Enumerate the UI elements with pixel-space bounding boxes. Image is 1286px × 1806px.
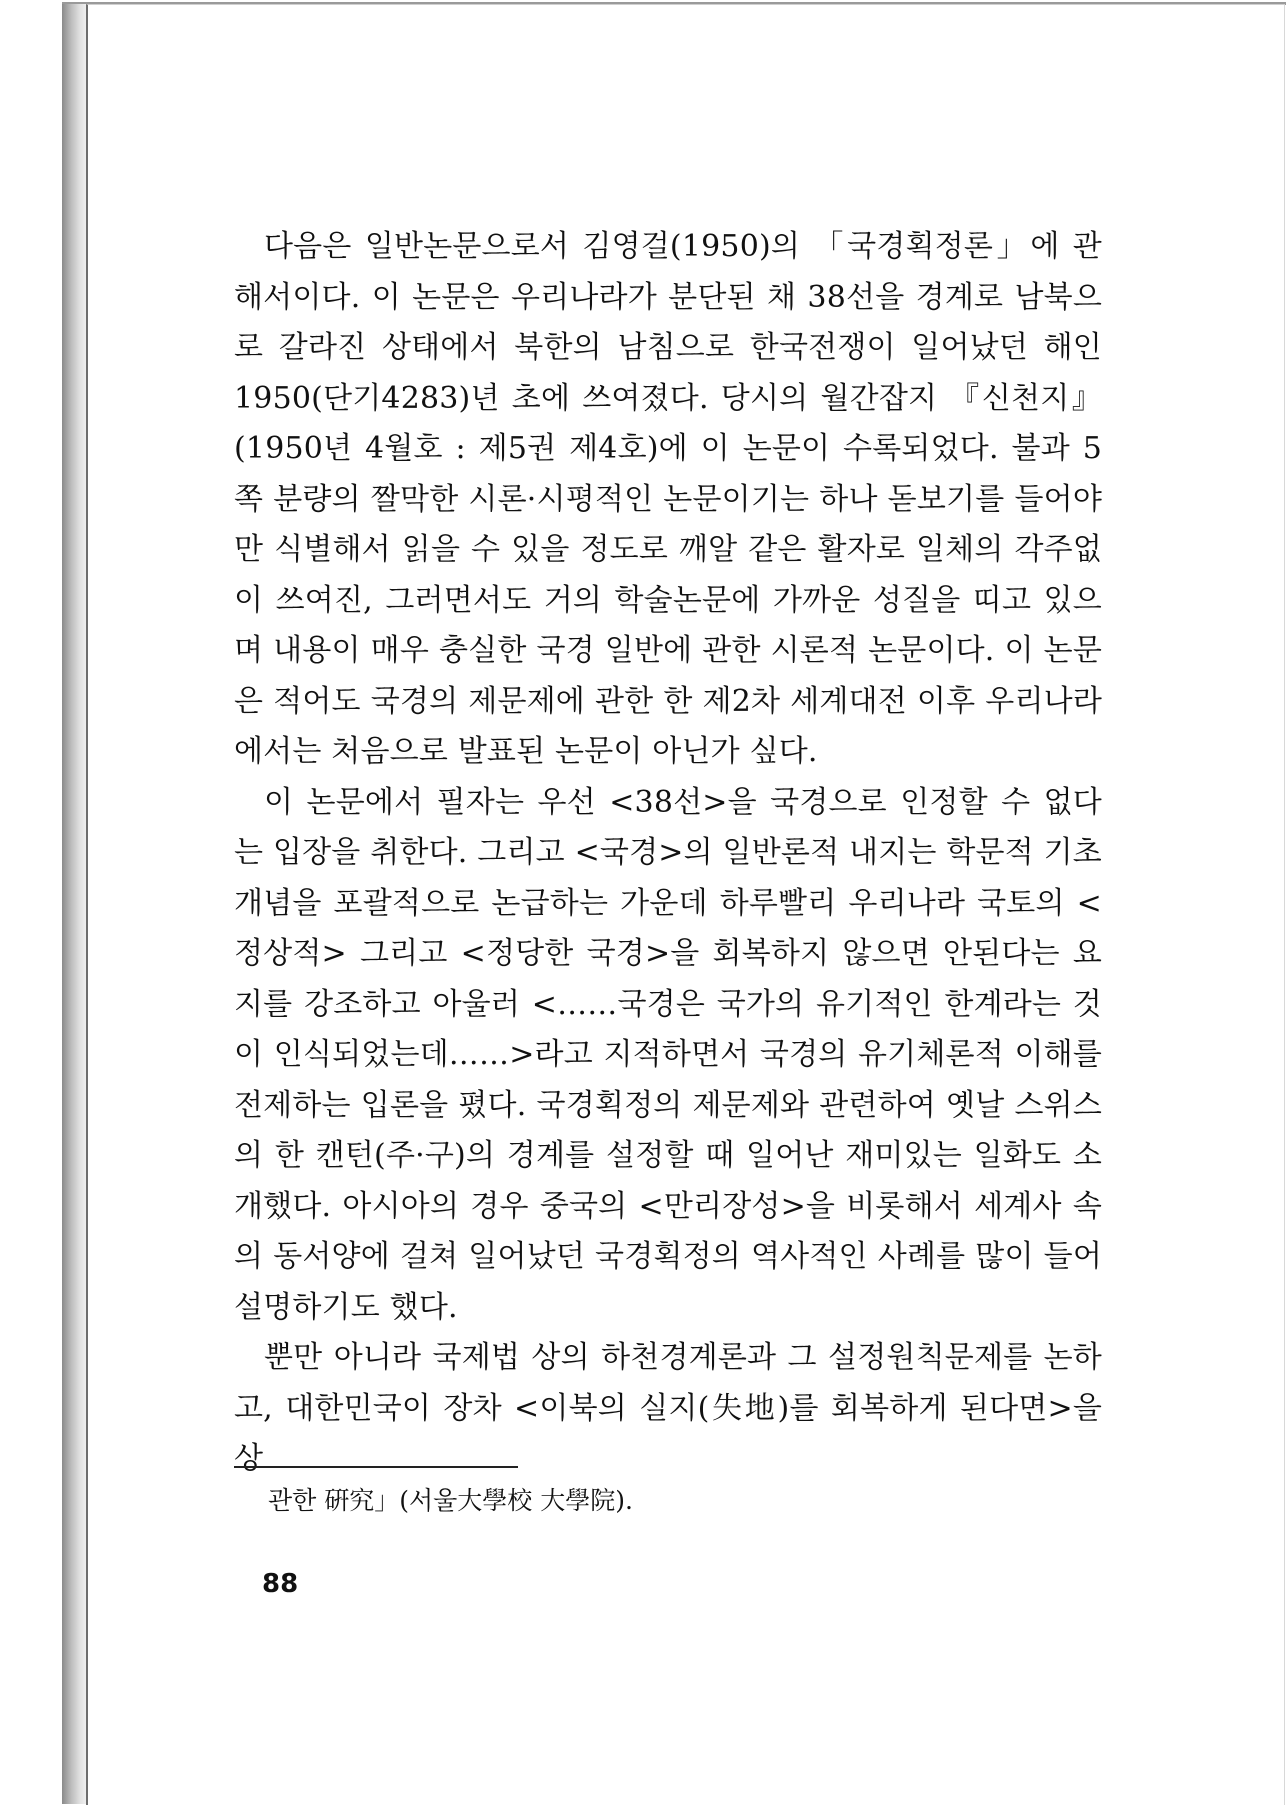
footnote-divider xyxy=(234,1466,518,1468)
page-stack-edge xyxy=(62,4,88,1804)
body-text xyxy=(234,222,1102,1485)
paragraph-2: 이 논문에서 필자는 우선 <38선>을 국경으로 인정할 수 없다는 입장을 취한다. 그리고 <국경>의 일반론적 내지는 학문적 기초개념을 포괄적으로 논급하는 가운데 하루빨리 우리나라 국토의 <정상적> 그리고 <정당한 국경>을 회복하지 않으면 안된다는 요지를 강조하고 아울러 <……국경은 국가의 유기적인 한계라는 것이 인식되었는데……>라고 지적하면서 국경의 유기체론적 이해를 전제하는 입론을 폈다. 국경획정의 제문제와 관련하여 옛날 스위스의 한 캔턴(주·구)의 경계를 설정할 때 일어난 재미있는 일화도 소개했다. 아시아의 경우 중국의 <만리장성>을 비롯해서 세계사 속의 동서양에 걸쳐 일어났던 국경획정의 역사적인 사례를 많이 들어 설명하기도 했다. xyxy=(234,784,1102,1325)
paragraph-1: 다음은 일반논문으로서 김영걸(1950)의 「국경획정론」에 관해서이다. 이 논문은 우리나라가 분단된 채 38선을 경계로 남북으로 갈라진 상태에서 북한의 남침으로 한국전쟁이 일어났던 해인 1950(단기4283)년 초에 쓰여졌다. 당시의 월간잡지 『신천지』(1950년 4월호 : 제5권 제4호)에 이 논문이 수록되었다. 불과 5쪽 분량의 짤막한 시론·시평적인 논문이기는 하나 돋보기를 들어야만 식별해서 읽을 수 있을 정도로 깨알 같은 활자로 일체의 각주없이 쓰여진, 그러면서도 거의 학술논문에 가까운 성질을 띠고 있으며 내용이 매우 충실한 국경 일반에 관한 시론적 논문이다. 이 논문은 적어도 국경의 제문제에 관한 한 제2차 세계대전 이후 우리나라에서는 처음으로 발표된 논문이 아닌가 싶다. xyxy=(234,229,1102,769)
paragraph-3: 뿐만 아니라 국제법 상의 하천경계론과 그 설정원칙문제를 논하고, 대한민국이 장차 <이북의 실지(失地)를 회복하게 된다면>을 상 xyxy=(234,1340,1102,1476)
page-number: 88 xyxy=(262,1569,299,1599)
footnote: 관한 硏究」(서울大學校 大學院). xyxy=(268,1486,633,1515)
